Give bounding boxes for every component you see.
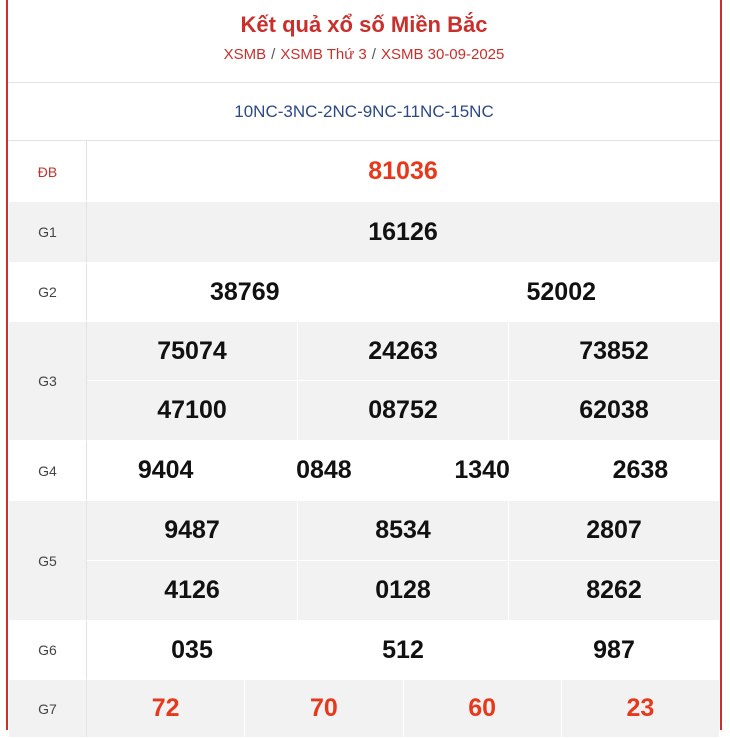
results-header — [8, 0, 720, 83]
prize-number: 73852 — [509, 322, 720, 381]
prize-number: 9487 — [87, 501, 298, 561]
prize-number: 47100 — [87, 381, 298, 441]
prize-number: 23 — [561, 680, 719, 738]
prize-number: 2807 — [509, 501, 720, 561]
prize-number: 1340 — [403, 441, 561, 501]
prize-label: G1 — [9, 202, 87, 263]
prize-number: 62038 — [509, 381, 720, 441]
breadcrumb-separator: / — [371, 46, 376, 63]
prize-row-g2 — [9, 263, 720, 322]
prize-number: 24263 — [298, 322, 509, 381]
prize-number: 035 — [87, 621, 298, 680]
prize-label: G4 — [9, 441, 87, 501]
prize-number: 2638 — [561, 441, 719, 501]
prize-number: 70 — [245, 680, 403, 738]
prize-number: 75074 — [87, 322, 298, 381]
prize-row-g3-b — [9, 381, 720, 441]
breadcrumb-link-xsmb[interactable]: XSMB — [223, 46, 267, 63]
prize-label: G7 — [9, 680, 87, 738]
results-panel — [6, 0, 722, 730]
prize-number: 81036 — [87, 142, 720, 202]
prize-row-g4 — [9, 441, 720, 501]
prize-number: 60 — [403, 680, 561, 738]
prize-number: 52002 — [403, 263, 720, 322]
prize-label: G3 — [9, 322, 87, 441]
draw-codes: 10NC-3NC-2NC-9NC-11NC-15NC — [8, 83, 720, 141]
prize-number: 512 — [298, 621, 509, 680]
prize-row-g3 — [9, 322, 720, 381]
breadcrumb — [8, 46, 720, 63]
page-title: Kết quả xổ số Miền Bắc — [240, 12, 488, 37]
prize-number: 38769 — [87, 263, 404, 322]
prize-number: 08752 — [298, 381, 509, 441]
prize-number: 0848 — [245, 441, 403, 501]
prize-number: 16126 — [87, 202, 720, 263]
prize-number: 72 — [87, 680, 245, 738]
prize-row-g5-b — [9, 561, 720, 621]
prize-label: ĐB — [9, 142, 87, 202]
prize-number: 8534 — [298, 501, 509, 561]
prize-number: 8262 — [509, 561, 720, 621]
prize-number: 0128 — [298, 561, 509, 621]
prize-label: G2 — [9, 263, 87, 322]
prize-row-g1 — [9, 202, 720, 263]
prize-label: G5 — [9, 501, 87, 621]
results-table — [8, 141, 720, 738]
breadcrumb-link-date[interactable]: XSMB 30-09-2025 — [380, 46, 505, 63]
prize-number: 987 — [509, 621, 720, 680]
prize-number: 4126 — [87, 561, 298, 621]
prize-row-g7 — [9, 680, 720, 738]
prize-row-g5 — [9, 501, 720, 561]
breadcrumb-separator: / — [271, 46, 276, 63]
prize-row-db — [9, 142, 720, 202]
prize-number: 9404 — [87, 441, 245, 501]
breadcrumb-link-weekday[interactable]: XSMB Thứ 3 — [280, 46, 367, 63]
prize-row-g6 — [9, 621, 720, 680]
prize-label: G6 — [9, 621, 87, 680]
